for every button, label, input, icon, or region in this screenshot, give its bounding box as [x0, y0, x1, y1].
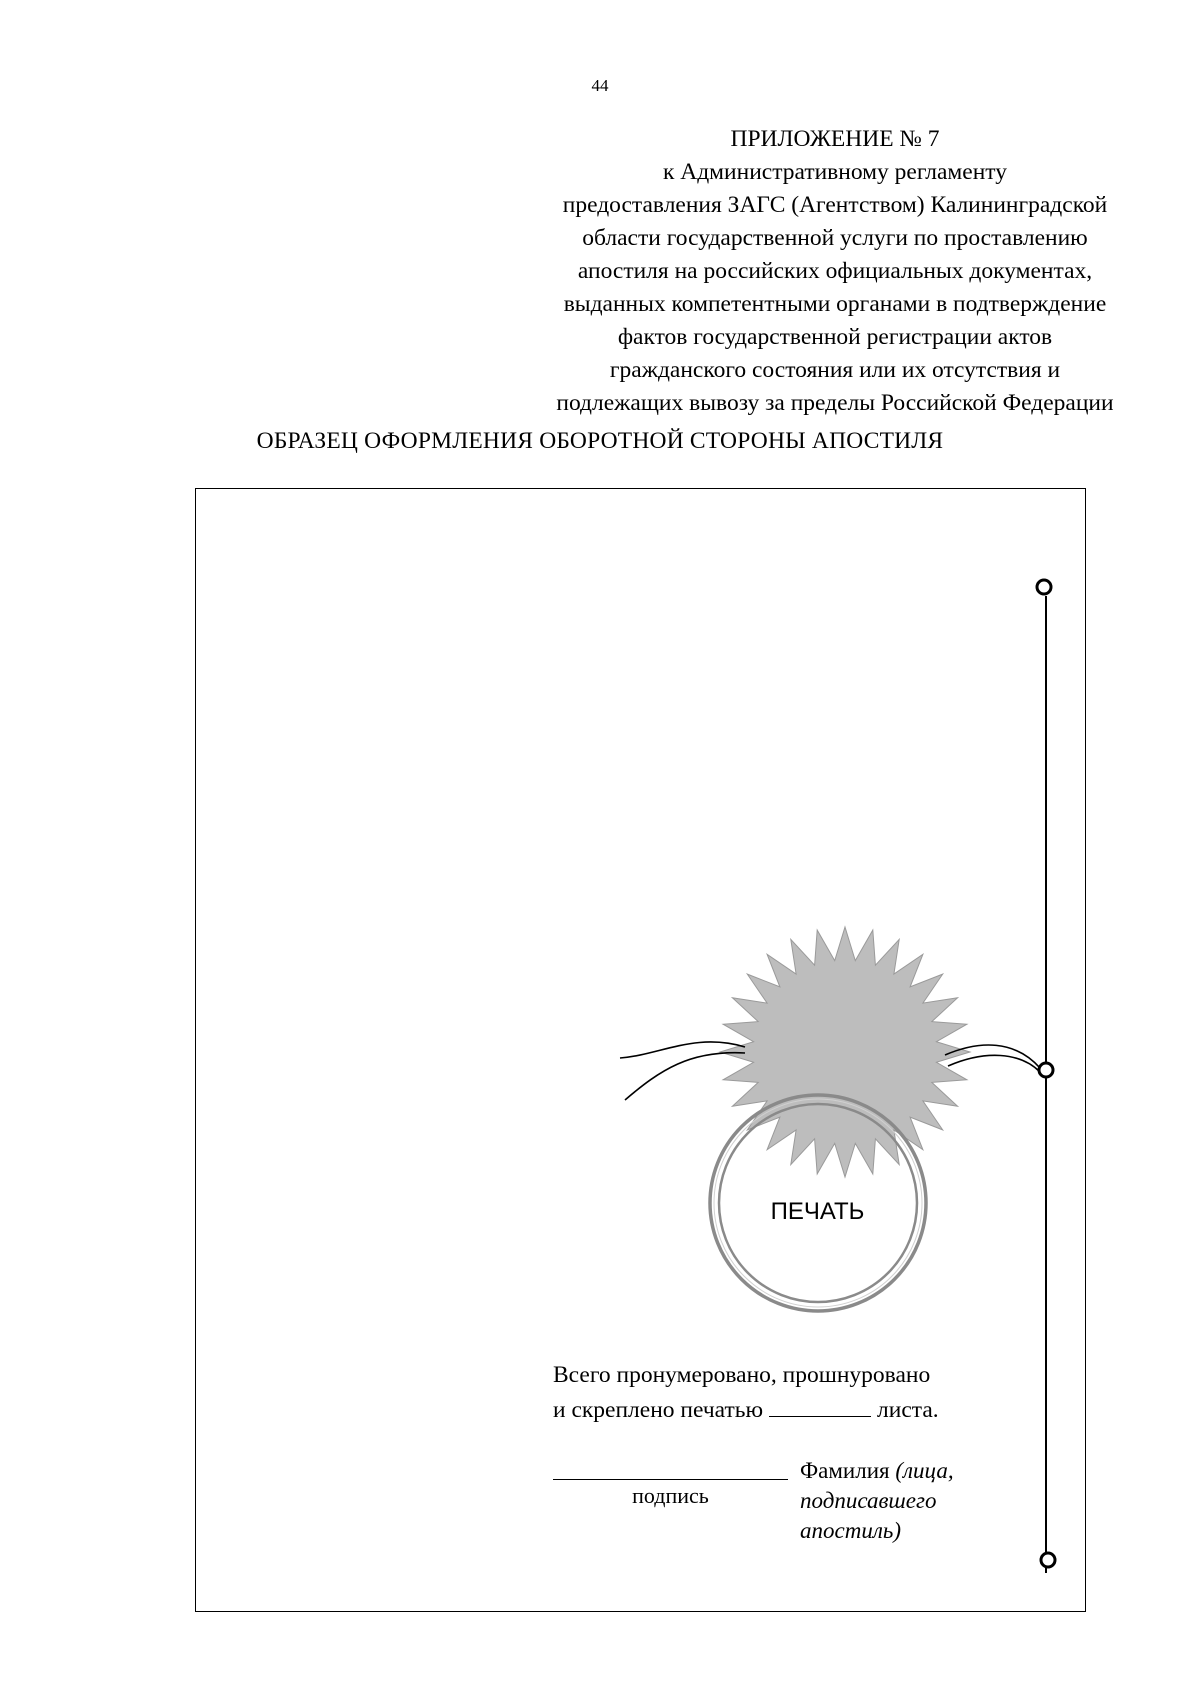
- appendix-line: предоставления ЗАГС (Агентством) Калининградской: [562, 192, 1108, 218]
- surname-word: Фамилия: [800, 1458, 890, 1483]
- sheet-count-blank: [769, 1396, 871, 1417]
- appendix-line: к Административному регламенту: [662, 159, 1008, 185]
- appendix-line: подлежащих вывозу за пределы Российской Федерации: [556, 390, 1114, 416]
- seal-label: ПЕЧАТЬ: [770, 1198, 865, 1225]
- certification-line-2: [553, 1396, 939, 1424]
- appendix-line: гражданского состояния или их отсутствия и: [609, 357, 1061, 383]
- surname-note-1: (лица,: [895, 1458, 954, 1483]
- apostille-back-frame: [195, 488, 1086, 1612]
- surname-label: [800, 1456, 1000, 1546]
- signature-caption: подпись: [632, 1483, 709, 1508]
- appendix-line: области государственной услуги по проставлению: [582, 225, 1088, 251]
- appendix-line: апостиля на российских официальных документах,: [577, 258, 1093, 284]
- signature-line: [553, 1479, 788, 1480]
- page-number: 44: [591, 76, 609, 95]
- surname-note-2: подписавшего: [800, 1488, 937, 1513]
- certification-text-after: листа.: [877, 1397, 939, 1423]
- certification-text-before: и скреплено печатью: [553, 1397, 764, 1423]
- sample-title: ОБРАЗЕЦ ОФОРМЛЕНИЯ ОБОРОТНОЙ СТОРОНЫ АПОСТИЛЯ: [256, 428, 944, 454]
- appendix-title: ПРИЛОЖЕНИЕ № 7: [730, 126, 940, 152]
- surname-note-3: апостиль): [800, 1518, 901, 1543]
- appendix-line: выданных компетентными органами в подтверждение: [563, 291, 1107, 317]
- certification-line-1: Всего пронумеровано, прошнуровано: [553, 1362, 931, 1388]
- appendix-line: фактов государственной регистрации актов: [617, 324, 1053, 350]
- appendix-header: [515, 123, 1155, 420]
